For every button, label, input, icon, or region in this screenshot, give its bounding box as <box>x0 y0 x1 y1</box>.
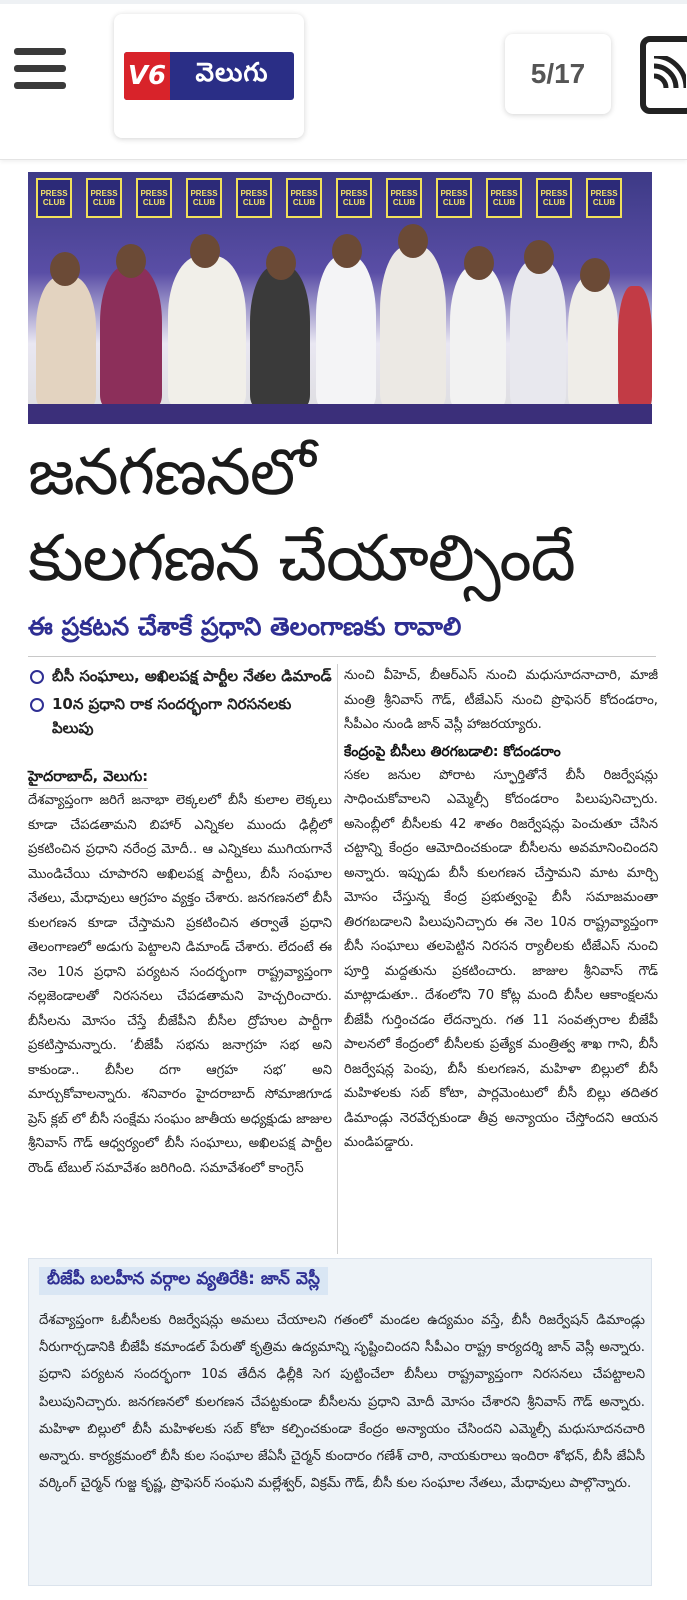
headline-line-1: జనగణనలో <box>28 436 315 510</box>
page-indicator[interactable]: 5/17 <box>505 34 611 114</box>
v6-velugu-logo <box>124 52 294 100</box>
headline-line-2: కులగణన చేయాల్సిందే <box>28 522 575 596</box>
stage-table <box>28 404 652 424</box>
top-edge <box>0 0 687 4</box>
logo-mark: V6 <box>124 52 170 100</box>
subheadline: ఈ ప్రకటన చేశాకే ప్రధాని తెలంగాణకు రావాలి <box>28 612 462 641</box>
box-text: దేశవ్యాప్తంగా ఓబీసీలకు రిజర్వేషన్లు అమలు చేయాలని గతంలో మండల ఉద్యమం వస్తే, బీసీ రిజర్వేషన్ డిమాండ్లు నీరుగార్చడానికి బీజేపీ కమాండల్ పేరుతో కృత్రిమ ఉద్యమాన్ని సృష్టించిందని సీపీఎం రాష్ట్ర కార్యదర్శి జాన్ వెస్లీ అన్నారు. ప్రధాని పర్యటన సందర్భంగా 10వ తేదీన ఢిల్లీకి సెగ పుట్టించేలా బీసీలు రాష్ట్రవ్యాప్తంగా నిరసనలు చేపట్టాలని పిలుపునిచ్చారు. జనగణనలో కులగణన చేపట్టకుండా బీసీలను ప్రధాని మోదీ మోసం చేశారని శ్రీనివాస్ గౌడ్ అన్నారు. మహిళా బిల్లులో బీసీ మహిళలకు సబ్ కోటా కల్పించకుండా కేంద్రం అన్యాయం చేసిందని ఎమ్మెల్సీ మధుసూదనచారి అన్నారు. కార్యక్రమంలో బీసీ కుల సంఘాల జేఏసీ చైర్మన్ కుందారం గణేశ్ చారి, నాయకురాలు ఇందిరా శోభన్, బీసీ జేఏసీ వర్కింగ్ చైర్మన్ గుజ్జ కృష్ణ, ప్రొఫెసర్ సంఘని మల్లేశ్వర్, విక్రమ్ గౌడ్, బీసీ కుల సంఘాల నేతలు, మేధావులు పాల్గొన్నారు. <box>39 1313 645 1492</box>
box-title: బీజేపీ బలహీన వర్గాల వ్యతిరేకి: జాన్ వెస్లీ <box>39 1267 328 1295</box>
divider <box>28 656 656 657</box>
press-club-backdrop: PRESS CLUB PRESS CLUB PRESS CLUB PRESS CLUB PRESS CLUB PRESS CLUB PRESS CLUB PRESS CLUB PRESS CLUB PRESS CLUB PRESS CLUB PRESS CLUB <box>28 172 652 232</box>
menu-icon[interactable] <box>14 48 66 90</box>
highlights-list <box>28 664 332 740</box>
left-column <box>28 664 332 1181</box>
logo-name: వెలుగు <box>195 58 269 88</box>
app-header <box>0 0 687 160</box>
highlight-item: 10న ప్రధాని రాక సందర్భంగా నిరసనలకు పిలుపు <box>28 692 332 740</box>
reader-mode-icon[interactable] <box>640 36 687 114</box>
column-divider <box>337 664 338 1254</box>
dateline: హైదరాబాద్, వెలుగు: <box>28 766 148 789</box>
section-heading: కేంద్రంపై బీసీలు తిరగబడాలి: కోదండరాం <box>344 743 561 760</box>
article-body-right-1: నుంచి వీహెచ్, బీఆర్ఎస్ నుంచి మధుసూదనాచారి, మాజీ మంత్రి శ్రీనివాస్ గౌడ్, టీజేఎస్ నుంచి ప్రొఫెసర్ కోదండరాం, సీపీఎం నుండి జాన్ వెస్లీ హాజరయ్యారు. <box>344 668 658 732</box>
article-body-left: దేశవ్యాప్తంగా జరిగే జనాభా లెక్కలలో బీసీ కులాల లెక్కలు కూడా చేపడతామని బిహార్ ఎన్నికల ముందు ఢిల్లీలో ప్రకటించిన ప్రధాని నరేంద్ర మోదీ.. ఆ ఎన్నికలు ముగియగానే మొండిచేయి చూపారని అఖిలపక్ష పార్టీలు, బీసీ సంఘాల నేతలు, మేధావులు ఆగ్రహం వ్యక్తం చేశారు. జనగణనలో బీసీ కులగణన కూడా చేస్తామని ప్రకటించిన తర్వాతే ప్రధాని తెలంగాణలో అడుగు పెట్టాలని డిమాండ్ చేశారు. లేదంటే ఈ నెల 10న ప్రధాని పర్యటన సందర్భంగా రాష్ట్రవ్యాప్తంగా నల్లజెండాలతో నిరసనలు చేపడతామని హెచ్చరించారు. బీసీలను మోసం చేస్తే బీజేపీని బీసీల ద్రోహుల పార్టీగా ప్రకటిస్తామన్నారు. ‘బీజేపీ సభను జనాగ్రహ సభ అని కాకుండా.. బీసీల దగా ఆగ్రహ సభ’ అని మార్చుకోవాలన్నారు. శనివారం హైదరాబాద్ సోమాజిగూడ ప్రెస్ క్లబ్ లో బీసీ సంక్షేమ సంఘం జాతీయ అధ్యక్షుడు జాజుల శ్రీనివాస్ గౌడ్ ఆధ్వర్యంలో బీసీ సంఘాలు, అఖిలపక్ష పార్టీల రౌండ్ టేబుల్ సమావేశం జరిగింది. సమావేశంలో కాంగ్రెస్ <box>28 793 332 1176</box>
highlight-item: బీసీ సంఘాలు, అఖిలపక్ష పార్టీల నేతల డిమాండ్ <box>28 664 332 688</box>
right-column <box>344 664 658 1156</box>
logo-card[interactable] <box>114 14 304 138</box>
sidebar-box <box>28 1258 652 1586</box>
headline <box>28 430 668 602</box>
article-body-right-2: సకల జనుల పోరాట స్ఫూర్తితోనే బీసీ రిజర్వేషన్లు సాధించుకోవాలని ఎమ్మెల్సీ కోదండరాం పిలుపునిచ్చారు. అసెంబ్లీలో బీసీలకు 42 శాతం రిజర్వేషన్లు పెంచుతూ చేసిన చట్టాన్ని కేంద్రం ఆమోదించకుండా బీసీలను అవమానించిందని అన్నారు. ఇప్పుడు బీసీ కులగణన చేస్తామని మాట మార్చి మోసం చేస్తున్న కేంద్ర ప్రభుత్వంపై బీసీ సమాజమంతా తిరగబడాలని పిలుపునిచ్చారు ఈ నెల 10న రాష్ట్రవ్యాప్తంగా బీసీ సంఘాలు తలపెట్టిన నిరసన ర్యాలీలకు టీజేఎస్ నుంచి పూర్తి మద్దతును ప్రకటించారు. జాజుల శ్రీనివాస్ గౌడ్ మాట్లాడుతూ.. దేశంలోని 70 కోట్ల మంది బీసీల ఆకాంక్షలను బీజేపీ గుర్తించడం లేదన్నారు. గత 11 సంవత్సరాల బీజేపీ పాలనలో కేంద్రంలో బీసీలకు ప్రత్యేక మంత్రిత్వ శాఖ గాని, బీసీ రిజర్వేషన్ల పెంపు, బీసీ కులగణన, మహిళా బిల్లులో బీసీ మహిళలకు సబ్ కోటా, పార్లమెంటులో బీసీ బిల్లు తదితర డిమాండ్లు నెరవేర్చకుండా తీవ్ర అన్యాయం చేస్తోందని ఆయన మండిపడ్డారు. <box>344 767 658 1150</box>
article-photo <box>28 172 652 424</box>
